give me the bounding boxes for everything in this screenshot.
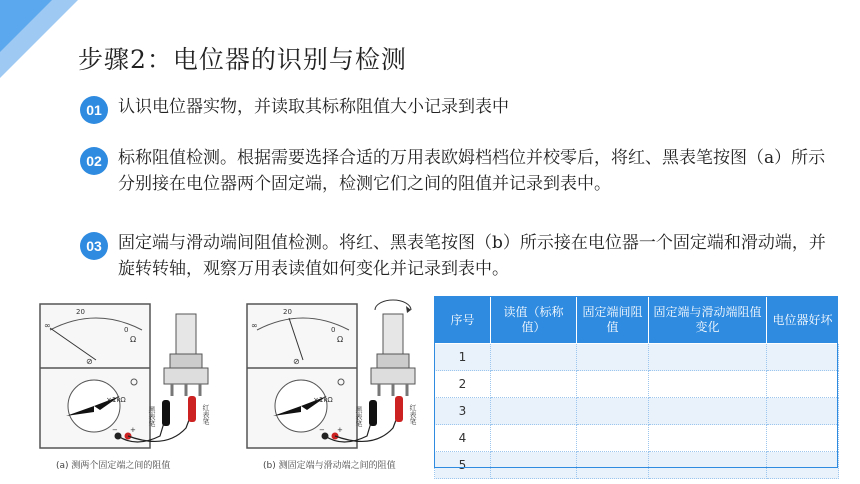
cell-condition[interactable] xyxy=(767,344,839,371)
header-fixed-resistance: 固定端间阻值 xyxy=(577,297,649,344)
null-symbol: ⊘ xyxy=(86,357,93,366)
step-text: 标称阻值检测。根据需要选择合适的万用表欧姆档档位并校零后，将红、黑表笔按图（a）所示分别接在电位器两个固定端，检测它们之间的阻值并记录到表中。 xyxy=(118,148,826,194)
step-number-badge: 03 xyxy=(80,232,108,260)
cell-fixed[interactable] xyxy=(577,452,649,479)
jack-plus: + xyxy=(130,426,136,434)
cell-condition[interactable] xyxy=(767,452,839,479)
corner-decoration xyxy=(0,0,80,80)
header-condition: 电位器好坏 xyxy=(767,297,839,344)
figure-caption: (a) 测两个固定端之间的阻值 xyxy=(56,461,171,471)
cell-nominal[interactable] xyxy=(491,425,577,452)
figure-caption: (b) 测固定端与滑动端之间的阻值 xyxy=(263,461,396,471)
cell-condition[interactable] xyxy=(767,371,839,398)
figure-a xyxy=(36,298,236,471)
page-title: 步骤2：电位器的识别与检测 xyxy=(78,45,407,74)
range-label: ×1kΩ xyxy=(313,396,333,404)
cell-condition[interactable] xyxy=(767,425,839,452)
header-slide-change: 固定端与滑动端阻值变化 xyxy=(649,297,767,344)
range-label: ×1kΩ xyxy=(106,396,126,404)
jack-minus: − xyxy=(112,426,118,434)
cell-fixed[interactable] xyxy=(577,371,649,398)
jack-minus: − xyxy=(319,426,325,434)
multimeter-diagram-b xyxy=(243,298,443,458)
row-index: 2 xyxy=(435,371,491,398)
scale-label-top: 20 xyxy=(76,308,85,316)
table-row xyxy=(435,398,839,425)
table-row xyxy=(435,344,839,371)
row-index: 5 xyxy=(435,452,491,479)
black-probe-label: 黑表笔 xyxy=(355,406,363,427)
cell-nominal[interactable] xyxy=(491,452,577,479)
step-text: 认识电位器实物，并读取其标称阻值大小记录到表中 xyxy=(118,97,509,117)
row-index: 1 xyxy=(435,344,491,371)
black-probe-label: 黑表笔 xyxy=(148,406,156,427)
step-text: 固定端与滑动端间阻值检测。将红、黑表笔按图（b）所示接在电位器一个固定端和滑动端，并旋转转轴，观察万用表读值如何变化并记录到表中。 xyxy=(118,233,826,279)
cell-slide[interactable] xyxy=(649,344,767,371)
table-row xyxy=(435,452,839,479)
ohm-label: Ω xyxy=(130,335,137,344)
null-symbol: ⊘ xyxy=(293,357,300,366)
zero-label: 0 xyxy=(124,326,129,334)
header-nominal-value: 读值（标称值） xyxy=(491,297,577,344)
step-number-badge: 01 xyxy=(80,96,108,124)
zero-label: 0 xyxy=(331,326,336,334)
cell-nominal[interactable] xyxy=(491,398,577,425)
cell-fixed[interactable] xyxy=(577,344,649,371)
cell-fixed[interactable] xyxy=(577,425,649,452)
cell-slide[interactable] xyxy=(649,371,767,398)
table-row xyxy=(435,425,839,452)
cell-condition[interactable] xyxy=(767,398,839,425)
multimeter-diagram-a xyxy=(36,298,236,458)
red-probe-label: 红表笔 xyxy=(409,404,417,425)
jack-plus: + xyxy=(337,426,343,434)
cell-slide[interactable] xyxy=(649,452,767,479)
red-probe-label: 红表笔 xyxy=(202,404,210,425)
record-table xyxy=(434,296,839,479)
cell-fixed[interactable] xyxy=(577,398,649,425)
header-index: 序号 xyxy=(435,297,491,344)
infinity-label: ∞ xyxy=(44,321,51,330)
cell-slide[interactable] xyxy=(649,425,767,452)
cell-slide[interactable] xyxy=(649,398,767,425)
scale-label-top: 20 xyxy=(283,308,292,316)
cell-nominal[interactable] xyxy=(491,344,577,371)
infinity-label: ∞ xyxy=(251,321,258,330)
figure-b xyxy=(243,298,443,471)
ohm-label: Ω xyxy=(337,335,344,344)
row-index: 3 xyxy=(435,398,491,425)
table-row xyxy=(435,371,839,398)
cell-nominal[interactable] xyxy=(491,371,577,398)
row-index: 4 xyxy=(435,425,491,452)
step-number-badge: 02 xyxy=(80,147,108,175)
table-header-row xyxy=(435,297,839,344)
